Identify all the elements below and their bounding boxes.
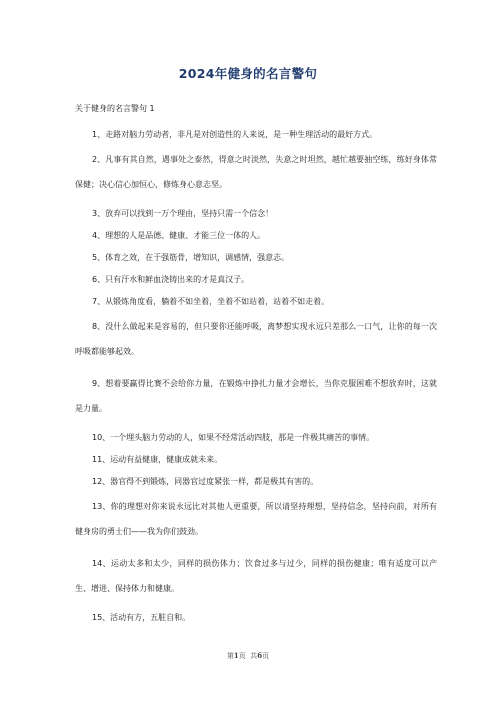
paragraph: 12、器官得不到锻炼，同器官过度紧张一样，都是极其有害的。 xyxy=(92,477,319,486)
footer-mid: 页 共 xyxy=(238,652,258,660)
document-title: 2024年健身的名言警句 xyxy=(178,66,318,81)
paragraph: 7、从锻炼角度看，躺着不如坐着，坐着不如站着，站着不如走着。 xyxy=(92,297,330,306)
paragraph: 15、活动有方，五脏自和。 xyxy=(92,613,191,622)
paragraph: 3、放弃可以找到一万个理由，坚持只需一个信念！ xyxy=(92,209,274,218)
current-page-number: 1 xyxy=(233,651,239,660)
document-body xyxy=(75,103,437,634)
paragraph: 14、运动太多和太少，同样的损伤体力；饮食过多与过少，同样的损伤健康；唯有适度可以产生、增进、保持体力和健康。 xyxy=(75,559,437,593)
page-footer xyxy=(0,651,496,661)
paragraph: 4、理想的人是品德、健康、才能三位一体的人。 xyxy=(92,231,266,240)
section-heading: 关于健身的名言警句 1 xyxy=(75,104,155,113)
paragraph: 5、体育之效，在于强筋骨，增知识，调感情，强意志。 xyxy=(92,253,290,262)
paragraph: 2、凡事有其自然，遇事处之泰然，得意之时淡然，失意之时坦然，越忙越要抽空练，练好身体常保健；决心信心加恒心，修炼身心意志坚。 xyxy=(75,155,437,189)
paragraph: 1、走路对脑力劳动者，非凡是对创造性的人来说，是一种生理活动的最好方式。 xyxy=(92,130,378,139)
total-page-count: 6 xyxy=(257,651,263,660)
paragraph: 6、只有汗水和鲜血浇铸出来的才是真汉子。 xyxy=(92,275,250,284)
paragraph: 9、想着要赢得比赛不会给你力量，在锻炼中挣扎力量才会增长，当你克服困难不想放弃时，这就是力量。 xyxy=(75,379,437,413)
paragraph: 8、没什么做起来是容易的，但只要你还能呼吸，离梦想实现永远只差那么一口气，让你的每一次呼吸都能够起效。 xyxy=(75,322,437,356)
paragraph: 10、一个埋头脑力劳动的人，如果不经常活动四肢，那是一件极其痛苦的事情。 xyxy=(92,433,375,442)
footer-suffix: 页 xyxy=(262,652,270,660)
footer-prefix: 第 xyxy=(226,652,234,660)
paragraph: 11、运动有益健康，健康成就未来。 xyxy=(92,455,223,464)
paragraph: 13、你的理想对你来说永远比对其他人更重要，所以请坚持理想，坚持信念，坚持向前，对所有健身房的勇士们——我为你们鼓劲。 xyxy=(75,502,437,536)
